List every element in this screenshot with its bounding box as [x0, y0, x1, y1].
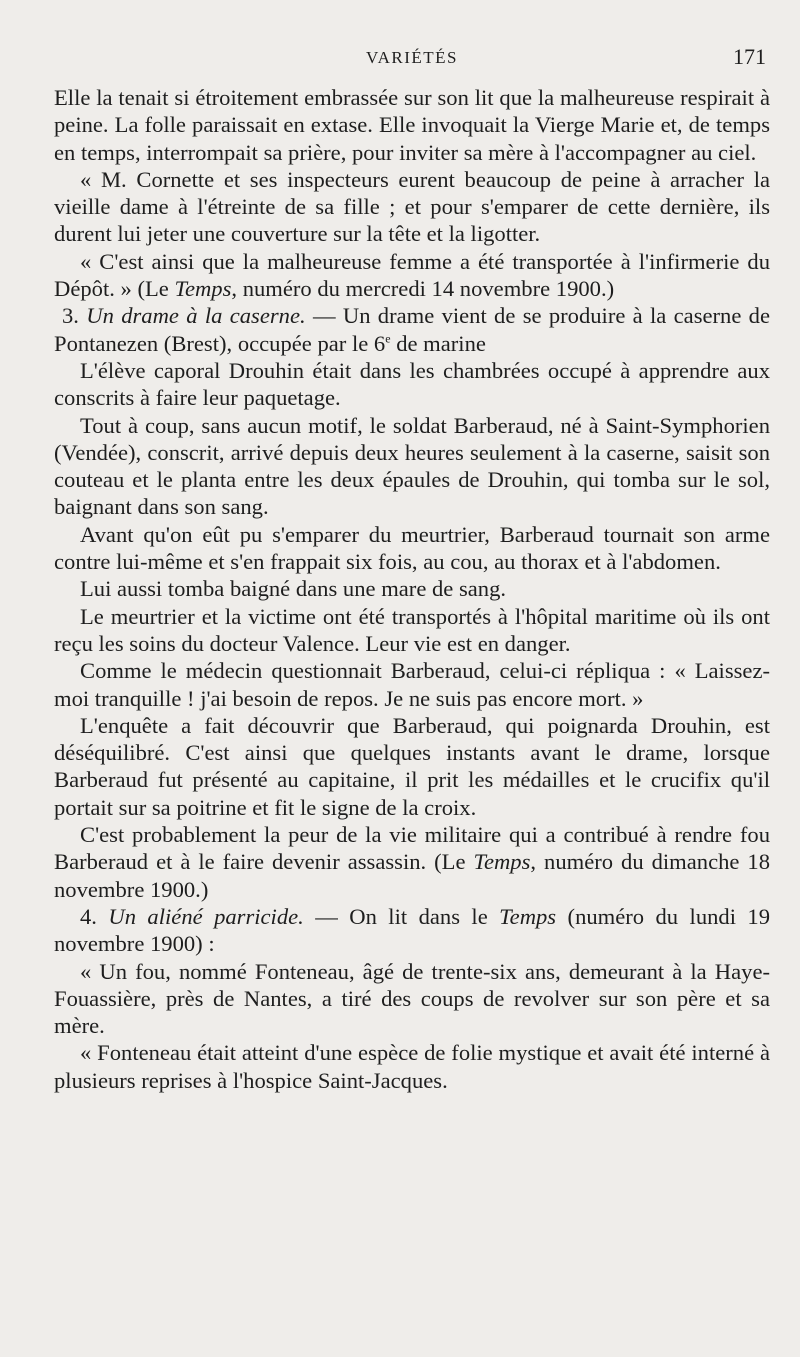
paragraph-10: Comme le médecin questionnait Barberaud, celui-ci répliqua : « Laissez-moi tranquille ! j'ai besoin de repos. Je ne suis pas encore mort. »	[54, 658, 770, 711]
running-head: VARIÉTÉS	[366, 48, 458, 67]
paragraph-5: L'élève caporal Drouhin était dans les chambrées occupé à apprendre aux conscrits à faire leur paquetage.	[54, 357, 770, 411]
section-4-italic: Temps	[499, 903, 557, 929]
paragraph-8: Lui aussi tomba baigné dans une mare de sang.	[80, 576, 507, 602]
section-4-number: 4.	[80, 903, 109, 929]
paragraph-3-text-a: « C'est ainsi que la malheureuse femme a été transportée à l'infirmerie du Dépôt. » (Le	[54, 248, 770, 302]
paragraph-6: Tout à coup, sans aucun motif, le soldat Barberaud, né à Saint-Symphorien (Vendée), conscrit, arrivé depuis deux heures seulement à la caserne, saisit son couteau et le planta entre les deux épaules de Drouhin, qui tomba sur le sol, baignant dans son sang.	[54, 412, 770, 520]
section-4-title: Un aliéné parricide.	[108, 903, 304, 929]
section-3-number: 3.	[62, 303, 87, 329]
paragraph-3-italic: Temps	[174, 276, 232, 302]
page-header	[54, 40, 770, 84]
section-3-text-a: — Un drame vient de se produire à la caserne de Pontanezen (Brest), occupée par le 6	[54, 303, 770, 356]
section-4-text-a: — On lit dans le	[303, 903, 500, 929]
page-number: 171	[733, 44, 766, 69]
paragraph-2: « M. Cornette et ses inspecteurs eurent beaucoup de peine à arracher la vieille dame à l'étreinte de sa fille ; et pour s'emparer de cette dernière, ils durent lui jeter une couverture sur la tête et la ligotter.	[54, 166, 770, 247]
paragraph-9: Le meurtrier et la victime ont été transportés à l'hôpital maritime où ils ont reçu les soins du docteur Valence. Leur vie est en danger.	[54, 603, 770, 656]
paragraph-12	[54, 821, 770, 903]
section-3-heading	[54, 302, 770, 357]
section-3-superscript: e	[385, 331, 391, 346]
paragraph-12-text-a: C'est probablement la peur de la vie militaire qui a contribué à rendre fou Barberaud et à le faire devenir assassin. (Le	[54, 822, 770, 875]
paragraph-7: Avant qu'on eût pu s'emparer du meurtrier, Barberaud tournait son arme contre lui-même et s'en frappait six fois, au cou, au thorax et à l'abdomen.	[54, 521, 770, 575]
paragraph-3-text-b: , numéro du mercredi 14 novembre 1900.)	[231, 276, 615, 302]
section-3-text-b: de marine	[390, 330, 486, 356]
body-text	[54, 84, 770, 1094]
section-4-text-b: (numéro du lundi 19 novembre 1900) :	[54, 903, 771, 957]
paragraph-11: L'enquête a fait découvrir que Barberaud, qui poignarda Drouhin, est déséquilibré. C'est ainsi que quelques instants avant le drame, lorsque Barberaud fut présenté au capitaine, il prit les médailles et le crucifix qu'il portait sur sa poitrine et fit le signe de la croix.	[54, 712, 770, 820]
paragraph-14: « Un fou, nommé Fonteneau, âgé de trente-six ans, demeurant à la Haye-Fouassière, près de Nantes, a tiré des coups de revolver sur son père et sa mère.	[54, 958, 770, 1039]
section-3-title: Un drame à la caserne.	[86, 303, 306, 329]
section-4-heading	[54, 903, 770, 958]
paragraph-1: Elle la tenait si étroitement embrassée sur son lit que la malheureuse respirait à peine. La folle paraissait en extase. Elle invoquait la Vierge Marie et, de temps en temps, interrompait sa prière, pour inviter sa mère à l'accompagner au ciel.	[54, 85, 770, 165]
paragraph-3	[54, 248, 770, 303]
paragraph-12-italic: Temps	[473, 849, 531, 875]
paragraph-15: « Fonteneau était atteint d'une espèce de folie mystique et avait été interné à plusieurs reprises à l'hospice Saint-Jacques.	[54, 1040, 770, 1093]
paragraph-12-text-b: , numéro du dimanche 18 novembre 1900.)	[54, 849, 770, 902]
